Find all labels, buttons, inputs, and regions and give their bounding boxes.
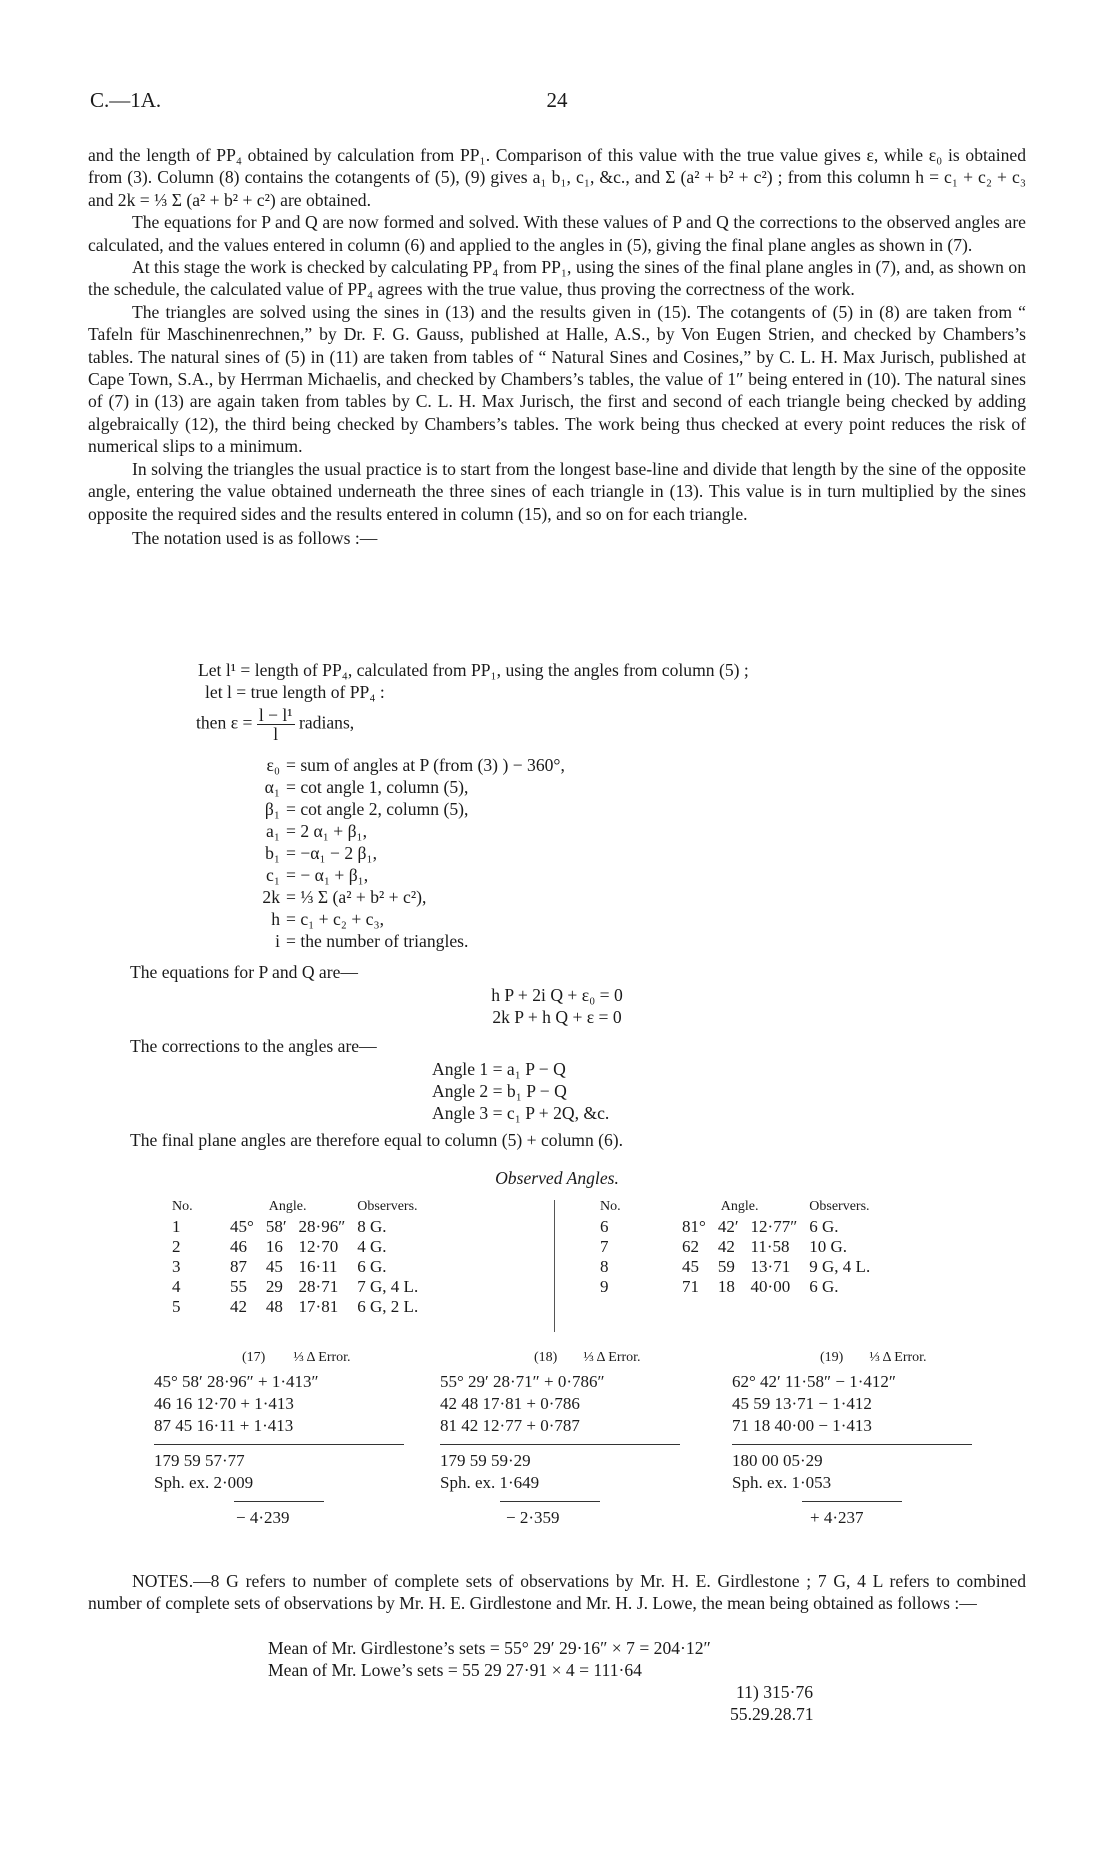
cell-min: 42 <box>717 1237 735 1256</box>
cell-no: 1 <box>172 1217 181 1236</box>
cell-deg: 81° <box>682 1217 706 1236</box>
triangle-header <box>732 1350 972 1372</box>
notation-symbol: c₁ <box>266 865 280 885</box>
notation-definition: = sum of angles at P (from (3) ) − 360°, <box>286 755 565 775</box>
paragraph: The equations for P and Q are now formed and solved. With these values of P and Q the corrections to the observed angles are calculated, and the values entered in column (6) and applied to the angles in (5), giving the final plane angles as shown in (7). <box>88 212 1026 255</box>
cell-min: 59 <box>717 1257 735 1276</box>
diff-rule <box>500 1501 600 1502</box>
sum-rule <box>154 1444 404 1445</box>
table-row <box>594 1257 876 1277</box>
cell-deg: 45 <box>682 1257 699 1276</box>
cell-deg: 46 <box>230 1237 247 1256</box>
cell-deg: 45° <box>230 1217 254 1236</box>
triangle-angle-row: 87 45 16·11 + 1·413 <box>154 1416 294 1435</box>
triangle-angle-row: 42 48 17·81 + 0·786 <box>440 1394 580 1413</box>
cell-no: 2 <box>172 1237 181 1256</box>
notation-symbol: α₁ <box>264 777 280 797</box>
triangle-number: (17) <box>242 1350 266 1365</box>
triangle-angle-row: 45° 58′ 28·96″ + 1·413″ <box>154 1372 319 1391</box>
cell-deg: 62 <box>682 1237 699 1256</box>
body-text <box>88 144 1026 549</box>
col-header-angle: Angle. <box>268 1199 307 1214</box>
cell-min: 16 <box>265 1237 283 1256</box>
spherical-excess: Sph. ex. 2·009 <box>154 1473 254 1492</box>
cell-sec: 16·11 <box>298 1257 338 1276</box>
cell-min: 42′ <box>717 1217 739 1236</box>
cell-min: 48 <box>265 1297 283 1316</box>
cell-observers: 8 G. <box>357 1217 387 1236</box>
notation-symbol: b₁ <box>265 843 280 863</box>
triangle-angle-row: 71 18 40·00 − 1·413 <box>732 1416 872 1435</box>
notation-definition: = cot angle 2, column (5), <box>286 799 469 819</box>
cell-min: 18 <box>717 1277 735 1296</box>
diff-rule <box>234 1501 324 1502</box>
table-row <box>166 1237 424 1257</box>
cell-deg: 55 <box>230 1277 247 1296</box>
table-row <box>594 1277 876 1297</box>
cell-min: 45 <box>265 1257 283 1276</box>
cell-sec: 17·81 <box>298 1297 339 1316</box>
final-angles-line: The final plane angles are therefore equal to column (5) + column (6). <box>130 1130 624 1150</box>
notation-definition: = − α₁ + β₁, <box>286 865 369 885</box>
cell-observers: 6 G, 2 L. <box>357 1297 419 1316</box>
page-header <box>90 88 1024 118</box>
notation-symbol: ε₀ <box>266 755 280 775</box>
triangle-error-17 <box>154 1350 404 1530</box>
notes-text: NOTES.—8 G refers to number of complete sets of observations by Mr. H. E. Girdlestone ; 7 G, 4 L refers to combined number of complete sets of observations by Mr. H. E. Girdlestone and Mr. H. J. Lowe, the mean being obtained as follows :— <box>88 1571 1026 1614</box>
triangle-header <box>154 1350 404 1372</box>
epsilon-fraction <box>257 706 295 743</box>
notation-definition: = the number of triangles. <box>286 931 469 951</box>
notation-symbol: h <box>271 909 280 929</box>
cell-observers: 10 G. <box>809 1237 848 1256</box>
cell-observers: 6 G. <box>809 1217 839 1236</box>
document-reference: C.—1A. <box>90 88 162 112</box>
notation-symbol: i <box>275 931 280 951</box>
triangle-error-18 <box>440 1350 680 1530</box>
table-row <box>594 1237 876 1257</box>
paragraph: The triangles are solved using the sines in (13) and the results given in (15). The cotangents of (5) in (8) are taken from “ Tafeln für Maschinenrechnen,” by Dr. F. G. Gauss, published at Halle, A.S., by Von Eugen Strien, and checked by Chambers’s tables. The natural sines of (5) in (11) are taken from tables of “ Natural Sines and Cosines,” by C. L. H. Max Jurisch, published at Cape Town, S.A., by Herrman Michaelis, and checked by Chambers’s tables, the value of 1″ being entered in (10). The natural sines of (7) in (13) are again taken from tables by C. L. H. Max Jurisch, the first and second of each triangle being checked by adding algebraically (12), the third being checked by Chambers’s tables. The work being thus checked at every point reduces the risk of numerical slips to a minimum. <box>88 301 1026 457</box>
cell-sec: 12·70 <box>298 1237 339 1256</box>
correction-line: Angle 1 = a₁ P − Q <box>432 1059 566 1079</box>
fraction-numerator: l − l¹ <box>258 705 293 725</box>
mean-division: 11) 315·76 <box>736 1682 814 1702</box>
cell-no: 3 <box>172 1257 181 1276</box>
triangle-difference: − 4·239 <box>236 1508 290 1527</box>
cell-sec: 28·96″ <box>298 1217 346 1236</box>
cell-no: 8 <box>600 1257 609 1276</box>
notation-definition: = cot angle 1, column (5), <box>286 777 469 797</box>
triangle-number: (18) <box>534 1350 558 1365</box>
cell-sec: 13·71 <box>750 1257 791 1276</box>
sum-rule <box>732 1444 972 1445</box>
triangle-total: 179 59 57·77 <box>154 1451 245 1470</box>
table-row <box>166 1277 424 1297</box>
col-header-no: No. <box>600 1199 621 1214</box>
cell-min: 58′ <box>265 1217 287 1236</box>
paragraph: The notation used is as follows :— <box>132 527 378 548</box>
triangle-number: (19) <box>820 1350 844 1365</box>
page-number: 24 <box>546 88 568 112</box>
cell-observers: 9 G, 4 L. <box>809 1257 871 1276</box>
cell-sec: 11·58 <box>750 1237 790 1256</box>
triangle-angle-row: 55° 29′ 28·71″ + 0·786″ <box>440 1372 605 1391</box>
cell-no: 7 <box>600 1237 609 1256</box>
cell-deg: 71 <box>682 1277 699 1296</box>
observed-angles-title: Observed Angles. <box>495 1168 619 1188</box>
cell-no: 5 <box>172 1297 181 1316</box>
table-header-row <box>594 1197 876 1217</box>
cell-observers: 4 G. <box>357 1237 387 1256</box>
triangle-angle-row: 46 16 12·70 + 1·413 <box>154 1394 294 1413</box>
notation-let-true: let l = true length of PP₄ : <box>205 682 385 702</box>
triangle-angle-row: 62° 42′ 11·58″ − 1·412″ <box>732 1372 896 1391</box>
cell-sec: 40·00 <box>750 1277 791 1296</box>
mean-result: 55.29.28.71 <box>730 1704 814 1724</box>
cell-min: 29 <box>265 1277 283 1296</box>
notation-definition: = c₁ + c₂ + c₃, <box>286 909 384 929</box>
triangle-total: 180 00 05·29 <box>732 1451 823 1470</box>
col-header-observers: Observers. <box>357 1199 418 1214</box>
col-header-observers: Observers. <box>809 1199 870 1214</box>
diff-rule <box>802 1501 902 1502</box>
cell-no: 9 <box>600 1277 609 1296</box>
cell-no: 6 <box>600 1217 609 1236</box>
cell-deg: 87 <box>230 1257 247 1276</box>
table-header-row <box>166 1197 424 1217</box>
paragraph: In solving the triangles the usual practice is to start from the longest base-line and divide that length by the sine of the opposite angle, entering the value obtained underneath the three sines of each triangle in (13). This value is in turn multiplied by the sines opposite the required sides and the results entered in column (15), and so on for each triangle. <box>88 458 1026 524</box>
table-divider <box>554 1200 555 1332</box>
table-row <box>166 1217 424 1237</box>
radians-label: radians, <box>299 712 355 733</box>
notation-symbol: β₁ <box>264 799 280 819</box>
triangle-difference: + 4·237 <box>810 1508 864 1527</box>
notation-definition: = 2 α₁ + β₁, <box>286 821 368 841</box>
cell-sec: 28·71 <box>298 1277 339 1296</box>
equation-line: h P + 2i Q + ε₀ = 0 <box>491 985 623 1005</box>
notation-let-line: Let l¹ = length of PP₄, calculated from PP₁, using the angles from column (5) ; <box>198 660 749 680</box>
cell-sec: 12·77″ <box>750 1217 798 1236</box>
notation-definition: = −α₁ − 2 β₁, <box>286 843 377 863</box>
table-row <box>594 1217 876 1237</box>
col-header-no: No. <box>172 1199 193 1214</box>
mean-girdlestone: Mean of Mr. Girdlestone’s sets = 55° 29′ 29·16″ × 7 = 204·12″ <box>268 1638 711 1658</box>
col-header-angle: Angle. <box>720 1199 759 1214</box>
error-column-header: ⅓ Δ Error. <box>583 1350 641 1365</box>
triangle-header <box>440 1350 680 1372</box>
equations-label: The equations for P and Q are— <box>130 962 358 982</box>
observed-angles-table-right <box>594 1197 876 1297</box>
observed-angles-table-left <box>166 1197 424 1317</box>
triangle-difference: − 2·359 <box>506 1508 560 1527</box>
triangle-angle-row: 81 42 12·77 + 0·787 <box>440 1416 580 1435</box>
epsilon-definition <box>196 706 354 743</box>
correction-line: Angle 2 = b₁ P − Q <box>432 1081 567 1101</box>
table-row <box>166 1297 424 1317</box>
cell-no: 4 <box>172 1277 181 1296</box>
equation-line: 2k P + h Q + ε = 0 <box>492 1007 622 1027</box>
error-column-header: ⅓ Δ Error. <box>869 1350 927 1365</box>
cell-observers: 6 G. <box>357 1257 387 1276</box>
cell-observers: 6 G. <box>809 1277 839 1296</box>
cell-deg: 42 <box>230 1297 247 1316</box>
mean-calculation <box>268 1637 814 1725</box>
notation-symbol: 2k <box>262 887 280 907</box>
triangle-angle-row: 45 59 13·71 − 1·412 <box>732 1394 872 1413</box>
correction-line: Angle 3 = c₁ P + 2Q, &c. <box>432 1103 610 1123</box>
notation-symbol: a₁ <box>266 821 280 841</box>
mean-lowe: Mean of Mr. Lowe’s sets = 55 29 27·91 × 4 = 111·64 <box>268 1660 642 1680</box>
paragraph: and the length of PP₄ obtained by calculation from PP₁. Comparison of this value with the true value gives ε, while ε₀ is obtained from (3). Column (8) contains the cotangents of (5), (9) gives a₁ b₁, c₁, &c., and Σ (a² + b² + c²) ; from this column h = c₁ + c₂ + c₃ and 2k = ⅓ Σ (a² + b² + c²) are obtained. <box>88 145 1026 210</box>
paragraph: At this stage the work is checked by calculating PP₄ from PP₁, using the sines of the final plane angles in (7), and, as shown on the schedule, the calculated value of PP₄ agrees with the true value, thus proving the correctness of the work. <box>88 257 1026 300</box>
sum-rule <box>440 1444 680 1445</box>
corrections-label: The corrections to the angles are— <box>130 1036 377 1056</box>
triangle-error-19 <box>732 1350 972 1530</box>
epsilon-label: then ε = <box>196 712 253 733</box>
notation-definition: = ⅓ Σ (a² + b² + c²), <box>286 887 427 907</box>
spherical-excess: Sph. ex. 1·649 <box>440 1473 540 1492</box>
table-row <box>166 1257 424 1277</box>
notes <box>88 1570 1026 1615</box>
cell-observers: 7 G, 4 L. <box>357 1277 419 1296</box>
spherical-excess: Sph. ex. 1·053 <box>732 1473 832 1492</box>
error-column-header: ⅓ Δ Error. <box>293 1350 351 1365</box>
triangle-total: 179 59 59·29 <box>440 1451 531 1470</box>
fraction-denominator: l <box>273 724 279 744</box>
